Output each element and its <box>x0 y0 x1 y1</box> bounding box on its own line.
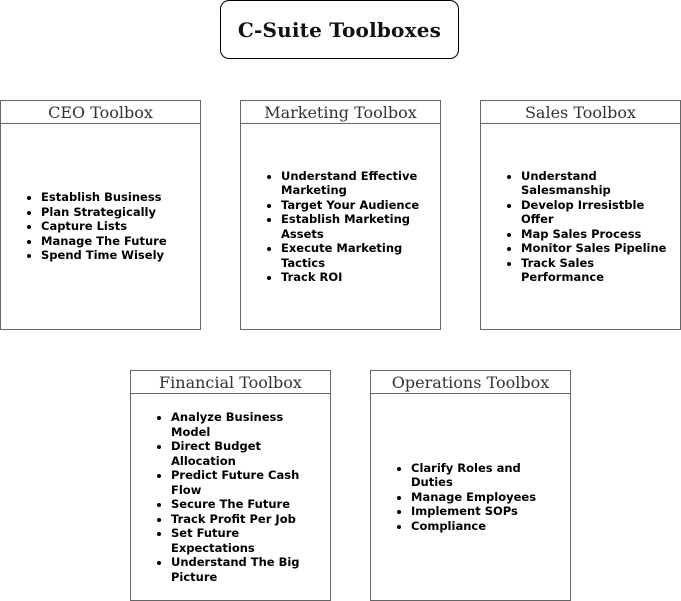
sales-toolbox-card <box>480 100 681 330</box>
list-item: • Compliance <box>411 519 566 534</box>
list-item: • Predict Future Cash Flow <box>171 468 326 497</box>
card-title: Sales Toolbox <box>524 102 637 122</box>
list-item: • Track Sales Performance <box>521 256 676 285</box>
card-header <box>371 371 570 394</box>
list-item: • Monitor Sales Pipeline <box>521 241 676 256</box>
card-header <box>241 101 440 124</box>
list-item: • Track ROI <box>281 270 436 285</box>
list-item: • Execute Marketing Tactics <box>281 241 436 270</box>
marketing-toolbox-card <box>240 100 441 330</box>
item-list <box>241 169 440 285</box>
card-body <box>1 124 200 329</box>
card-body <box>131 394 330 600</box>
list-item: • Clarify Roles and Duties <box>411 461 566 490</box>
list-item: • Capture Lists <box>41 219 167 234</box>
item-list <box>481 169 680 285</box>
list-item: • Analyze Business Model <box>171 410 326 439</box>
card-header <box>131 371 330 394</box>
card-body <box>481 124 680 329</box>
item-list <box>131 410 330 584</box>
diagram-title-box <box>220 0 459 59</box>
list-item: • Target Your Audience <box>281 198 436 213</box>
list-item: • Direct Budget Allocation <box>171 439 326 468</box>
list-item: • Establish Marketing Assets <box>281 212 436 241</box>
card-title: Financial Toolbox <box>159 372 302 392</box>
list-item: • Set Future Expectations <box>171 526 326 555</box>
list-item: • Understand Salesmanship <box>521 169 676 198</box>
card-header <box>1 101 200 124</box>
item-list <box>1 190 171 263</box>
list-item: • Manage The Future <box>41 234 167 249</box>
list-item: • Spend Time Wisely <box>41 248 167 263</box>
card-title: Marketing Toolbox <box>264 102 417 122</box>
card-header <box>481 101 680 124</box>
diagram-title: C-Suite Toolboxes <box>237 17 442 42</box>
list-item: • Manage Employees <box>411 490 566 505</box>
item-list <box>371 461 570 534</box>
list-item: • Implement SOPs <box>411 504 566 519</box>
list-item: • Understand Effective Marketing <box>281 169 436 198</box>
card-title: CEO Toolbox <box>48 102 153 122</box>
card-body <box>241 124 440 329</box>
card-title: Operations Toolbox <box>391 372 550 392</box>
card-body <box>371 394 570 600</box>
list-item: • Map Sales Process <box>521 227 676 242</box>
list-item: • Track Profit Per Job <box>171 512 326 527</box>
list-item: • Plan Strategically <box>41 205 167 220</box>
ceo-toolbox-card <box>0 100 201 330</box>
operations-toolbox-card <box>370 370 571 601</box>
list-item: • Understand The Big Picture <box>171 555 326 584</box>
list-item: • Secure The Future <box>171 497 326 512</box>
list-item: • Establish Business <box>41 190 167 205</box>
financial-toolbox-card <box>130 370 331 601</box>
list-item: • Develop Irresistble Offer <box>521 198 676 227</box>
